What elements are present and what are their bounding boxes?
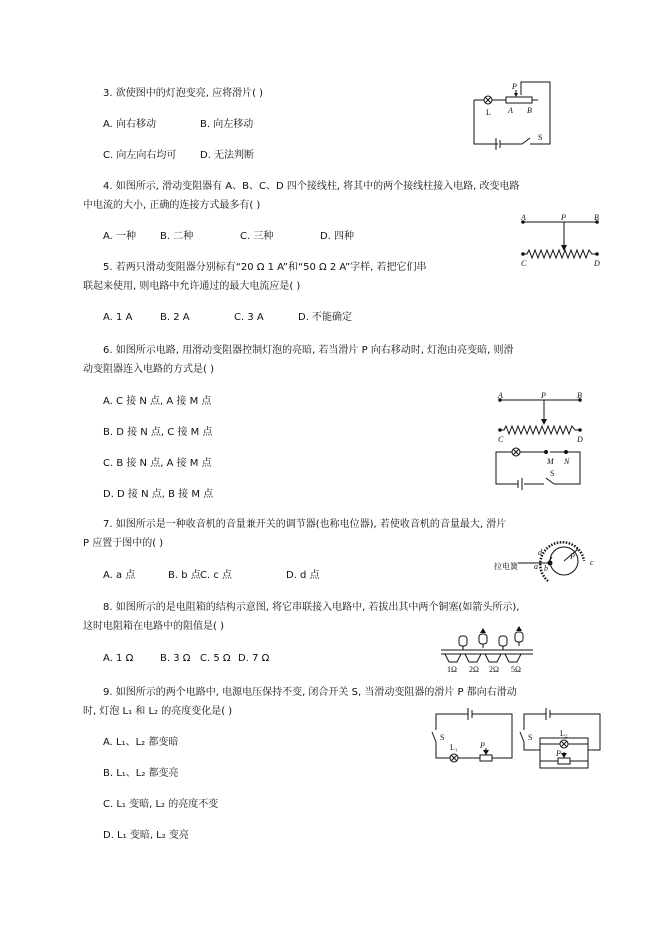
q4-rheostat-figure [515, 212, 605, 270]
q9-circuit-2-figure [518, 708, 604, 772]
q7-option-c: C. c 点 [200, 570, 233, 581]
q8-stem-line2: 这时电阻箱在电路中的阻值是( ) [83, 621, 224, 632]
q7-label-p: P [570, 552, 575, 561]
q6-stem-line1: 6. 如图所示电路, 用滑动变阻器控制灯泡的亮暗, 若当滑片 P 向右移动时, 灯泡由亮变暗, 则滑 [103, 345, 514, 356]
q3-circuit-figure [466, 78, 556, 150]
q3-label-p: P [512, 82, 517, 91]
q3-label-s: S [538, 133, 543, 142]
q6-label-c: C [498, 435, 504, 444]
q3-option-b: B. 向左移动 [200, 119, 254, 130]
q3-option-c: C. 向左向右均可 [103, 150, 177, 161]
q9-c2-label-l2: L₂ [560, 729, 568, 738]
q6-label-s: S [550, 469, 555, 478]
q7-label-c: c [590, 558, 594, 567]
q8-option-a: A. 1 Ω [103, 653, 134, 664]
q4-option-c: C. 三种 [240, 231, 274, 242]
q5-option-a: A. 1 A [103, 312, 133, 323]
q7-potentiometer-figure [492, 533, 602, 589]
q4-option-b: B. 二种 [160, 231, 194, 242]
q5-option-c: C. 3 A [234, 312, 264, 323]
q4-option-d: D. 四种 [320, 231, 355, 242]
q8-resistance-box-figure [437, 626, 537, 674]
q8-option-d: D. 7 Ω [238, 653, 270, 664]
q7-label-d: d [538, 548, 542, 557]
q7-stem-line1: 7. 如图所示是一种收音机的音量兼开关的调节器(也称电位器), 若使收音机的音量最大, 滑片 [103, 519, 507, 530]
q5-stem-line2: 联起来使用, 则电路中允许通过的最大电流应是( ) [83, 281, 301, 292]
q9-stem-line2: 时, 灯泡 L₁ 和 L₂ 的亮度变化是( ) [83, 706, 233, 717]
q8-option-c: C. 5 Ω [200, 653, 231, 664]
q6-circuit-figure [492, 390, 588, 492]
q4-label-c: C [521, 259, 527, 268]
q9-stem-line1: 9. 如图所示的两个电路中, 电源电压保持不变, 闭合开关 S, 当滑动变阻器的滑片 P 都向右滑动 [103, 687, 517, 698]
q5-stem-line1: 5. 若两只滑动变阻器分别标有“20 Ω 1 A”和“50 Ω 2 A”字样, 若把它们串 [103, 262, 427, 273]
q3-option-a: A. 向右移动 [103, 119, 157, 130]
q8-label-r3: 2Ω [489, 665, 499, 674]
q6-label-d: D [577, 435, 583, 444]
q6-stem-line2: 动变阻器连入电路的方式是( ) [83, 364, 214, 375]
q8-label-r1: 1Ω [447, 665, 457, 674]
q9-c2-label-s: S [528, 733, 533, 742]
q3-stem: 3. 欲使图中的灯泡变亮, 应将滑片( ) [103, 88, 264, 99]
q6-label-a: A [498, 391, 503, 400]
q9-option-c: C. L₁ 变暗, L₂ 的亮度不变 [103, 799, 219, 810]
q8-label-r2: 2Ω [469, 665, 479, 674]
q4-option-a: A. 一种 [103, 231, 137, 242]
q9-option-d: D. L₁ 变暗, L₂ 变亮 [103, 830, 189, 841]
q4-stem-line2: 中电流的大小, 正确的连接方式最多有( ) [83, 200, 261, 211]
q6-option-a: A. C 接 N 点, A 接 M 点 [103, 396, 212, 407]
q9-c1-label-p: P [480, 741, 485, 750]
q4-label-p: P [561, 213, 566, 222]
q7-label-a: a [534, 562, 538, 571]
q8-stem-line1: 8. 如图所示的是电阻箱的结构示意图, 将它串联接入电路中, 若拔出其中两个铜塞(如箭头所示), [103, 602, 520, 613]
q7-label-b: b [544, 564, 548, 573]
q4-stem-line1: 4. 如图所示, 滑动变阻器有 A、B、C、D 四个接线柱, 将其中的两个接线柱接入电路, 改变电路 [103, 181, 520, 192]
q7-stem-line2: P 应置于图中的( ) [83, 538, 164, 549]
q6-label-p: P [541, 391, 546, 400]
q3-label-a: A [508, 106, 513, 115]
q6-option-b: B. D 接 N 点, C 接 M 点 [103, 427, 213, 438]
q6-label-n: N [564, 457, 570, 466]
q9-c1-label-l1: L₁ [450, 743, 458, 752]
q3-label-l: L [486, 108, 491, 117]
q9-circuit-1-figure [430, 708, 516, 768]
q9-option-a: A. L₁、L₂ 都变暗 [103, 737, 179, 748]
q7-option-d: D. d 点 [286, 570, 320, 581]
q9-c2-label-p: P [556, 749, 561, 758]
q6-label-m: M [547, 457, 554, 466]
q9-option-b: B. L₁、L₂ 都变亮 [103, 768, 179, 779]
q8-option-b: B. 3 Ω [160, 653, 191, 664]
q7-option-b: B. b 点 [168, 570, 201, 581]
q4-label-a: A [521, 213, 526, 222]
q3-option-d: D. 无法判断 [200, 150, 255, 161]
q6-option-d: D. D 接 N 点, B 接 M 点 [103, 489, 214, 500]
q5-option-d: D. 不能确定 [298, 312, 353, 323]
q8-label-r4: 5Ω [511, 665, 521, 674]
q4-label-b: B [594, 213, 599, 222]
q7-label-name: 拉电簧 [494, 562, 518, 571]
q7-option-a: A. a 点 [103, 570, 136, 581]
q6-option-c: C. B 接 N 点, A 接 M 点 [103, 458, 212, 469]
q6-label-b: B [577, 391, 582, 400]
q3-label-b: B [527, 106, 532, 115]
q5-option-b: B. 2 A [160, 312, 190, 323]
q4-label-d: D [594, 259, 600, 268]
q9-c1-label-s: S [440, 733, 445, 742]
